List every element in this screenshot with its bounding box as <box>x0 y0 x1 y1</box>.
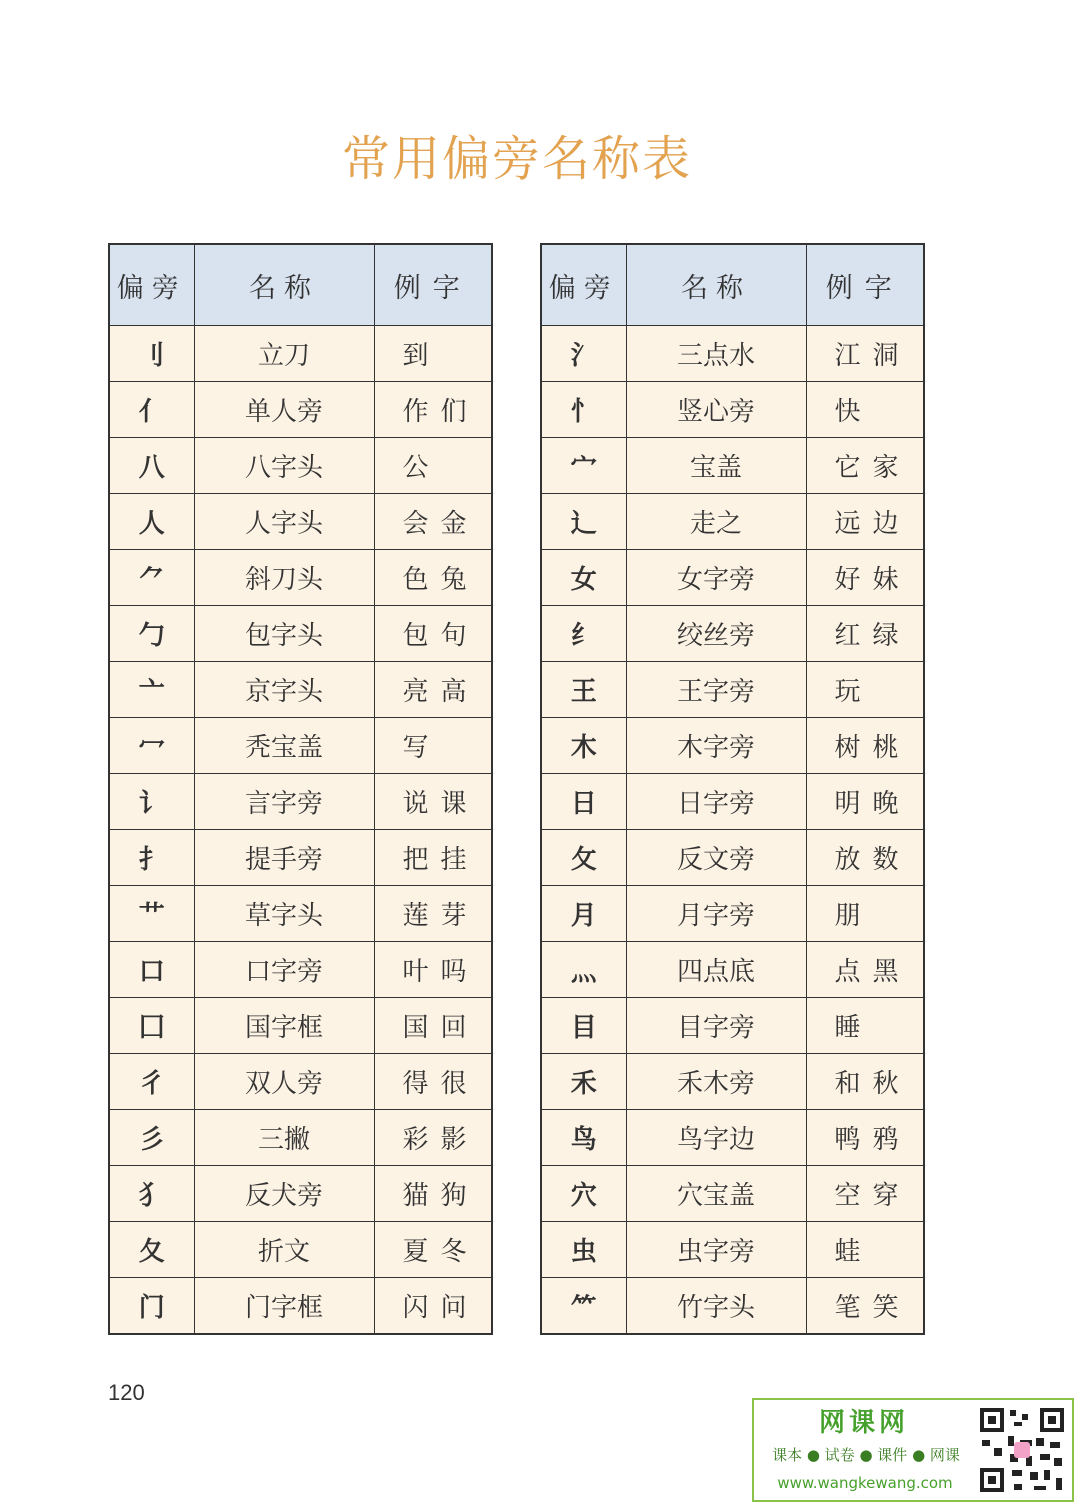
table-row <box>109 830 492 886</box>
radical-cell: 禾 <box>541 1054 626 1110</box>
radical-name-cell: 折文 <box>194 1222 374 1278</box>
page-number: 120 <box>108 1380 145 1405</box>
radical-cell: 氵 <box>541 326 626 382</box>
watermark-subtitle: 课本 ● 试卷 ● 课件 ● 网课 <box>772 1446 960 1464</box>
radical-name-cell: 单人旁 <box>194 382 374 438</box>
table-row <box>541 1054 924 1110</box>
radical-name-cell: 鸟字边 <box>626 1110 806 1166</box>
watermark-url[interactable]: www.wangkewang.com <box>777 1474 953 1492</box>
radical-name-cell: 京字头 <box>194 662 374 718</box>
example-cell: 得很 <box>374 1054 492 1110</box>
table-row <box>541 886 924 942</box>
table-body-left <box>109 326 492 1335</box>
radical-name-cell: 提手旁 <box>194 830 374 886</box>
radical-name-cell: 口字旁 <box>194 942 374 998</box>
example-cell: 包句 <box>374 606 492 662</box>
table-row <box>541 606 924 662</box>
qr-code-icon <box>978 1406 1066 1494</box>
example-cell: 树桃 <box>806 718 924 774</box>
table-row <box>109 606 492 662</box>
radical-cell: 王 <box>541 662 626 718</box>
example-cell: 好妹 <box>806 550 924 606</box>
radical-name-cell: 门字框 <box>194 1278 374 1335</box>
radical-cell: ⺈ <box>109 550 194 606</box>
radical-name-cell: 目字旁 <box>626 998 806 1054</box>
example-cell: 远边 <box>806 494 924 550</box>
table-row <box>109 494 492 550</box>
radical-name-cell: 秃宝盖 <box>194 718 374 774</box>
table-row <box>541 942 924 998</box>
radical-cell: 女 <box>541 550 626 606</box>
header-radical: 偏旁 <box>109 244 194 326</box>
radical-name-cell: 虫字旁 <box>626 1222 806 1278</box>
example-cell: 点黑 <box>806 942 924 998</box>
radical-cell: 彳 <box>109 1054 194 1110</box>
table-row <box>541 998 924 1054</box>
header-name: 名称 <box>194 244 374 326</box>
example-cell: 公 <box>374 438 492 494</box>
radical-name-cell: 四点底 <box>626 942 806 998</box>
radical-cell: 艹 <box>109 886 194 942</box>
radical-cell: 鸟 <box>541 1110 626 1166</box>
radical-name-cell: 斜刀头 <box>194 550 374 606</box>
radical-name-cell: 反文旁 <box>626 830 806 886</box>
table-row <box>109 438 492 494</box>
radical-name-cell: 走之 <box>626 494 806 550</box>
example-cell: 亮高 <box>374 662 492 718</box>
radical-cell: 夂 <box>109 1222 194 1278</box>
radical-cell: 目 <box>541 998 626 1054</box>
radical-name-cell: 人字头 <box>194 494 374 550</box>
table-row <box>541 326 924 382</box>
radical-name-cell: 月字旁 <box>626 886 806 942</box>
radical-cell: ⺮ <box>541 1278 626 1335</box>
example-cell: 笔笑 <box>806 1278 924 1335</box>
radical-cell: 囗 <box>109 998 194 1054</box>
radical-name-cell: 木字旁 <box>626 718 806 774</box>
radical-cell: 彡 <box>109 1110 194 1166</box>
example-cell: 彩影 <box>374 1110 492 1166</box>
example-cell: 说课 <box>374 774 492 830</box>
example-cell: 色兔 <box>374 550 492 606</box>
example-cell: 会金 <box>374 494 492 550</box>
radical-name-cell: 八字头 <box>194 438 374 494</box>
example-cell: 国回 <box>374 998 492 1054</box>
table-row <box>109 1278 492 1335</box>
table-header-row <box>109 244 492 326</box>
table-row <box>541 382 924 438</box>
radical-name-cell: 言字旁 <box>194 774 374 830</box>
radical-cell: 犭 <box>109 1166 194 1222</box>
radical-cell: 木 <box>541 718 626 774</box>
radical-name-cell: 包字头 <box>194 606 374 662</box>
radical-cell: 日 <box>541 774 626 830</box>
table-row <box>109 1054 492 1110</box>
radical-cell: 忄 <box>541 382 626 438</box>
example-cell: 空穿 <box>806 1166 924 1222</box>
table-row <box>541 718 924 774</box>
radical-name-cell: 三点水 <box>626 326 806 382</box>
example-cell: 睡 <box>806 998 924 1054</box>
example-cell: 放数 <box>806 830 924 886</box>
example-cell: 快 <box>806 382 924 438</box>
radical-cell: 攵 <box>541 830 626 886</box>
table-row <box>109 1110 492 1166</box>
table-row <box>109 550 492 606</box>
table-row <box>541 1222 924 1278</box>
example-cell: 把挂 <box>374 830 492 886</box>
table-row <box>109 774 492 830</box>
radical-table-right <box>540 243 925 1335</box>
table-row <box>541 662 924 718</box>
page-title: 常用偏旁名称表 <box>341 131 692 187</box>
radical-name-cell: 王字旁 <box>626 662 806 718</box>
example-cell: 和秋 <box>806 1054 924 1110</box>
table-row <box>109 718 492 774</box>
radical-name-cell: 禾木旁 <box>626 1054 806 1110</box>
radical-name-cell: 反犬旁 <box>194 1166 374 1222</box>
radical-cell: 辶 <box>541 494 626 550</box>
radical-cell: 门 <box>109 1278 194 1335</box>
radical-cell: 口 <box>109 942 194 998</box>
table-row <box>541 830 924 886</box>
radical-name-cell: 竖心旁 <box>626 382 806 438</box>
example-cell: 蛙 <box>806 1222 924 1278</box>
radical-cell: 月 <box>541 886 626 942</box>
example-cell: 闪问 <box>374 1278 492 1335</box>
radical-name-cell: 绞丝旁 <box>626 606 806 662</box>
table-row <box>109 1166 492 1222</box>
radical-name-cell: 女字旁 <box>626 550 806 606</box>
example-cell: 它家 <box>806 438 924 494</box>
radical-name-cell: 双人旁 <box>194 1054 374 1110</box>
radical-name-cell: 草字头 <box>194 886 374 942</box>
example-cell: 作们 <box>374 382 492 438</box>
table-row <box>109 942 492 998</box>
example-cell: 鸭鸦 <box>806 1110 924 1166</box>
table-row <box>109 886 492 942</box>
header-radical: 偏旁 <box>541 244 626 326</box>
radical-name-cell: 宝盖 <box>626 438 806 494</box>
radical-name-cell: 竹字头 <box>626 1278 806 1335</box>
table-row <box>541 1278 924 1335</box>
header-example: 例字 <box>374 244 492 326</box>
table-row <box>109 998 492 1054</box>
radical-name-cell: 穴宝盖 <box>626 1166 806 1222</box>
radical-cell: 刂 <box>109 326 194 382</box>
example-cell: 红绿 <box>806 606 924 662</box>
radical-name-cell: 国字框 <box>194 998 374 1054</box>
radical-name-cell: 立刀 <box>194 326 374 382</box>
radical-name-cell: 三撇 <box>194 1110 374 1166</box>
table-row <box>541 438 924 494</box>
example-cell: 到 <box>374 326 492 382</box>
radical-cell: 穴 <box>541 1166 626 1222</box>
example-cell: 朋 <box>806 886 924 942</box>
table-row <box>109 382 492 438</box>
example-cell: 莲芽 <box>374 886 492 942</box>
example-cell: 江洞 <box>806 326 924 382</box>
radical-cell: 扌 <box>109 830 194 886</box>
table-header-row <box>541 244 924 326</box>
radical-name-cell: 日字旁 <box>626 774 806 830</box>
watermark-badge[interactable] <box>752 1398 1074 1502</box>
table-row <box>541 774 924 830</box>
radical-cell: 冖 <box>109 718 194 774</box>
table-body-right <box>541 326 924 1335</box>
radical-cell: 亻 <box>109 382 194 438</box>
table-row <box>541 550 924 606</box>
radical-cell: 虫 <box>541 1222 626 1278</box>
table-row <box>109 1222 492 1278</box>
radical-cell: 灬 <box>541 942 626 998</box>
radical-cell: 八 <box>109 438 194 494</box>
example-cell: 叶吗 <box>374 942 492 998</box>
table-row <box>541 1166 924 1222</box>
example-cell: 明晚 <box>806 774 924 830</box>
table-row <box>541 494 924 550</box>
example-cell: 玩 <box>806 662 924 718</box>
radical-cell: 人 <box>109 494 194 550</box>
header-name: 名称 <box>626 244 806 326</box>
radical-cell: 勹 <box>109 606 194 662</box>
table-row <box>541 1110 924 1166</box>
radical-cell: 纟 <box>541 606 626 662</box>
radical-cell: 亠 <box>109 662 194 718</box>
header-example: 例字 <box>806 244 924 326</box>
example-cell: 夏冬 <box>374 1222 492 1278</box>
table-row <box>109 326 492 382</box>
example-cell: 写 <box>374 718 492 774</box>
watermark-title: 网课网 <box>818 1408 909 1438</box>
radical-cell: 宀 <box>541 438 626 494</box>
radical-cell: 讠 <box>109 774 194 830</box>
radical-table-left <box>108 243 493 1335</box>
example-cell: 猫狗 <box>374 1166 492 1222</box>
table-row <box>109 662 492 718</box>
